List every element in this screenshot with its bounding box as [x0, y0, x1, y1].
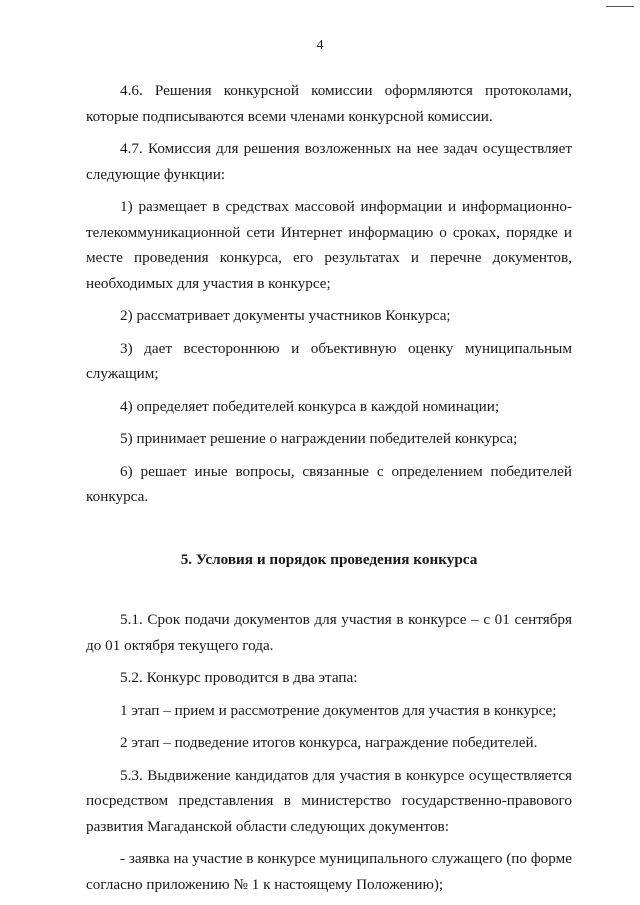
- function-item-5: 5) принимает решение о награждении победителей конкурса;: [120, 430, 518, 447]
- function-item-1: 1) размещает в средствах массовой информации и информационно-телекоммуникационной сети Интернет информацию о сроках, порядке и месте проведения конкурса, его результатах и перечне документов, необходимых для участия в конкурсе;: [86, 198, 572, 292]
- page-number: 4: [316, 38, 324, 53]
- paragraph-5-1: 5.1. Срок подачи документов для участия в конкурсе – с 01 сентября до 01 октября текущего года.: [86, 611, 572, 654]
- stage-1: 1 этап – прием и рассмотрение документов для участия в конкурсе;: [120, 701, 557, 719]
- document-list-item-1: - заявка на участие в конкурсе муниципального служащего (по форме согласно приложению № 1 к настоящему Положению);: [86, 850, 572, 893]
- function-item-2: 2) рассматривает документы участников Конкурса;: [120, 307, 451, 324]
- function-item-3: 3) дает всестороннюю и объективную оценку муниципальным служащим;: [86, 339, 572, 382]
- stage-2: 2 этап – подведение итогов конкурса, награждение победителей.: [120, 734, 538, 751]
- paragraph-5-2: 5.2. Конкурс проводится в два этапа:: [120, 669, 358, 686]
- paragraph-4-7: 4.7. Комиссия для решения возложенных на нее задач осуществляет следующие функции:: [86, 140, 572, 183]
- function-item-4: 4) определяет победителей конкурса в каждой номинации;: [120, 397, 500, 415]
- function-item-6: 6) решает иные вопросы, связанные с определением победителей конкурса.: [86, 462, 572, 505]
- section-heading: 5. Условия и порядок проведения конкурса: [180, 550, 478, 568]
- paragraph-5-3: 5.3. Выдвижение кандидатов для участия в конкурсе осуществляется посредством представления в министерство государственно-правового развития Магаданской области следующих документов:: [86, 766, 572, 835]
- document-body: [86, 78, 572, 897]
- scan-edge-mark: [606, 6, 634, 7]
- paragraph-4-6: 4.6. Решения конкурсной комиссии оформляются протоколами, которые подписываются всеми членами конкурсной комиссии.: [86, 82, 572, 125]
